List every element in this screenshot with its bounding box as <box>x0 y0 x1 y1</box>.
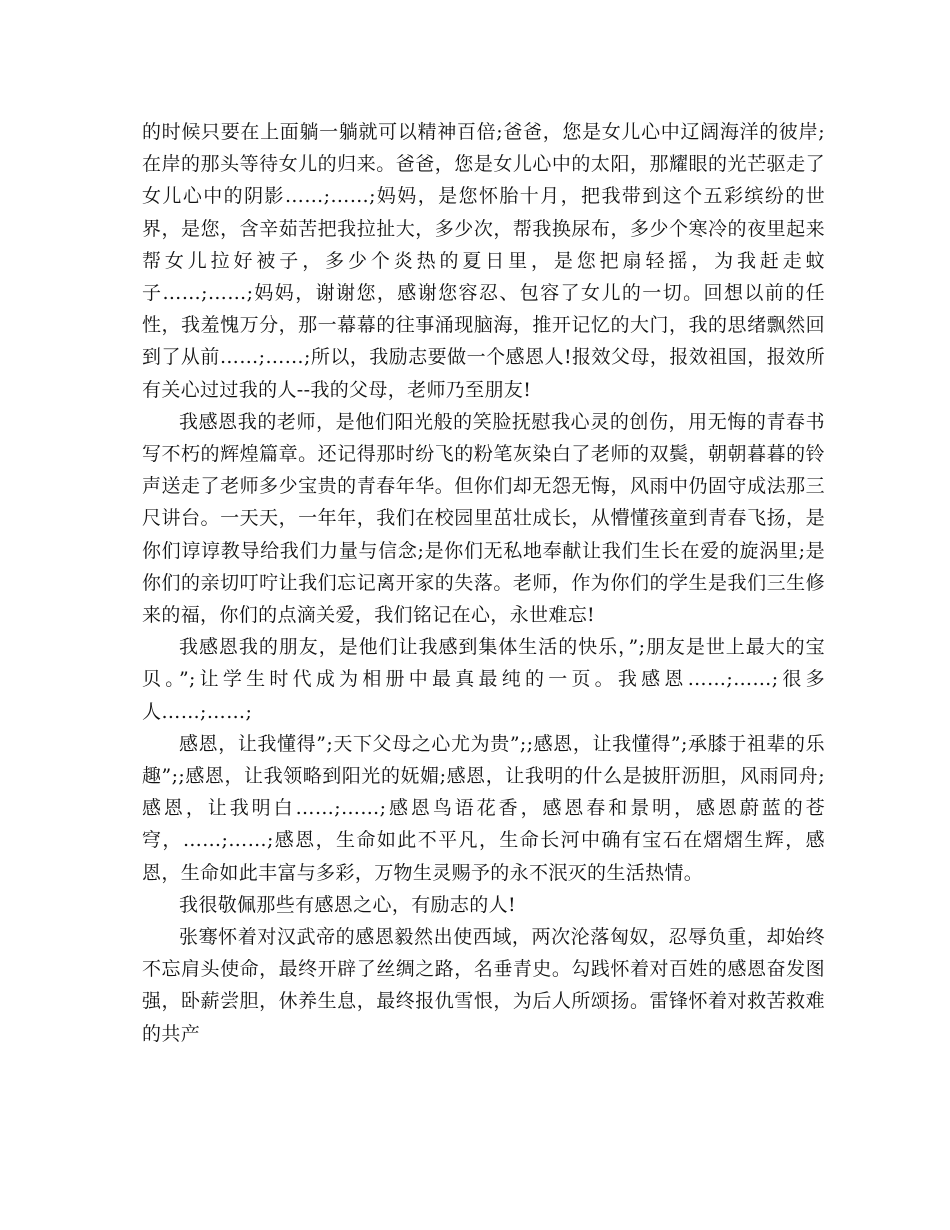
paragraph-gratitude: 感恩，让我懂得”;天下父母之心尤为贵”;;感恩，让我懂得”;承膝于祖辈的乐趣”;;感恩，让我领略到阳光的妩媚;感恩，让我明的什么是披肝沥胆，风雨同舟;感恩，让我明白……;……;感恩鸟语花香，感恩春和景明，感恩蔚蓝的苍穹，……;……;感恩，生命如此不平凡，生命长河中确有宝石在熠熠生辉，感恩，生命如此丰富与多彩，万物生灵赐予的永不泯灭的生活热情。 <box>142 732 825 884</box>
paragraph-friends: 我感恩我的朋友，是他们让我感到集体生活的快乐，”;朋友是世上最大的宝贝。”;让学生时代成为相册中最真最纯的一页。我感恩……;……;很多人……;……; <box>142 636 825 723</box>
paragraph-family: 的时候只要在上面躺一躺就可以精神百倍;爸爸，您是女儿心中辽阔海洋的彼岸;在岸的那头等待女儿的归来。爸爸，您是女儿心中的太阳，那耀眼的光芒驱走了女儿心中的阴影……;……;妈妈，是您怀胎十月，把我带到这个五彩缤纷的世界，是您，含辛茹苦把我拉扯大，多少次，帮我换尿布，多少个寒冷的夜里起来帮女儿拉好被子，多少个炎热的夏日里，是您把扇轻摇，为我赶走蚊子……;……;妈妈，谢谢您，感谢您容忍、包容了女儿的一切。回想以前的任性，我羞愧万分，那一幕幕的往事涌现脑海，推开记忆的大门，我的思绪飘然回到了从前……;……;所以，我励志要做一个感恩人!报效父母，报效祖国，报效所有关心过过我的人--我的父母，老师乃至朋友! <box>142 121 825 401</box>
paragraph-teachers: 我感恩我的老师，是他们阳光般的笑脸抚慰我心灵的创伤，用无悔的青春书写不朽的辉煌篇章。还记得那时纷飞的粉笔灰染白了老师的双鬓，朝朝暮暮的铃声送走了老师多少宝贵的青春年华。但你们却无怨无悔，风雨中仍固守成法那三尺讲台。一天天，一年年，我们在校园里茁壮成长，从懵懂孩童到青春飞扬，是你们谆谆教导给我们力量与信念;是你们无私地奉献让我们生长在爱的旋涡里;是你们的亲切叮咛让我们忘记离开家的失落。老师，作为你们的学生是我们三生修来的福，你们的点滴关爱，我们铭记在心，永世难忘! <box>142 410 825 627</box>
document-body <box>142 116 825 1050</box>
paragraph-admiration: 我很敬佩那些有感恩之心，有励志的人! <box>179 893 516 916</box>
paragraph-examples: 张骞怀着对汉武帝的感恩毅然出使西域，两次沦落匈奴，忍辱负重，却始终不忘肩头使命，最终开辟了丝绸之路，名垂青史。勾践怀着对百姓的感恩奋发图强，卧薪尝胆，休养生息，最终报仇雪恨，为后人所颂扬。雷锋怀着对救苦救难的共产 <box>142 926 825 1045</box>
